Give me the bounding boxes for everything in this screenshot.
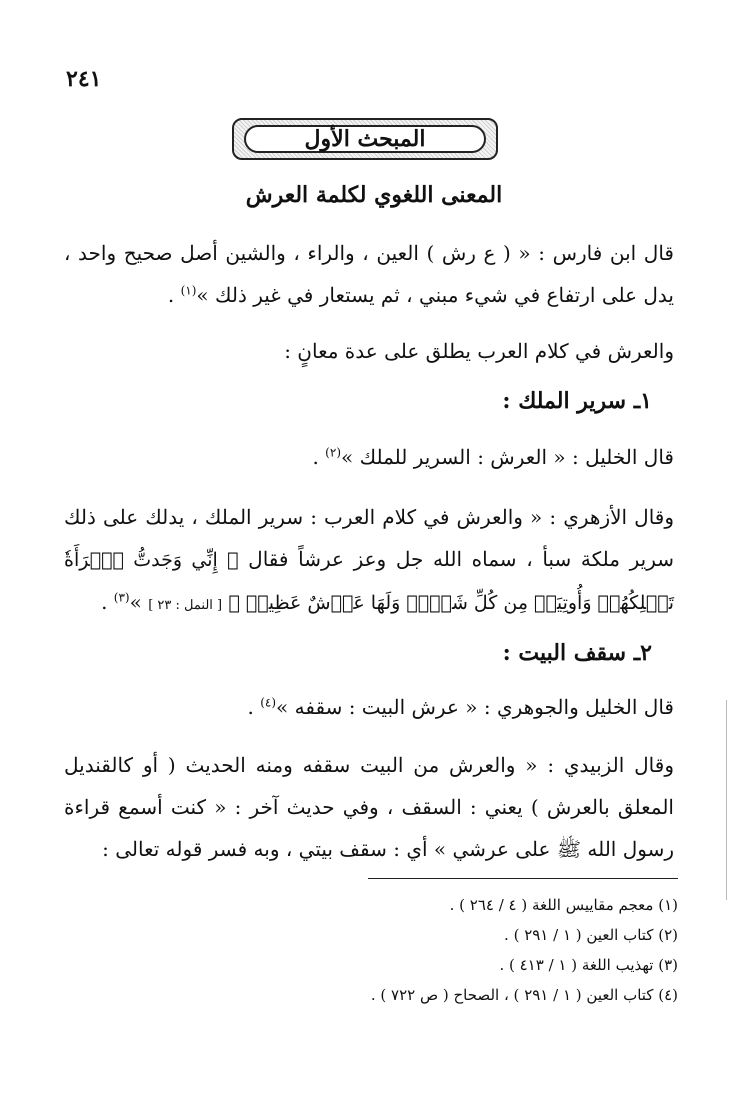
footnote-ref-1: (١)	[180, 283, 197, 298]
quran-verse: ﴿ إِنِّي وَجَدتُّ ٱمۡرَأَةٗ تَمۡلِكُهُمۡ وَأُوتِيَتۡ مِن كُلِّ شَيۡءٖ وَلَهَا عَرۡشٌ عَظِيمٞ ﴾	[64, 549, 674, 614]
footnote-4: (٤) كتاب العين ( ١ / ٢٩١ ) ، الصحاح ( ص ٧٢٢ ) .	[370, 986, 678, 1004]
footnotes-list	[64, 890, 678, 1010]
section-2-paragraph-1	[64, 686, 674, 728]
page-number: ٢٤١	[66, 66, 102, 92]
section-1-paragraph-2	[64, 496, 674, 627]
intro-paragraph	[64, 232, 674, 316]
khalil-jawhari-tail: .	[247, 695, 261, 719]
section-1-paragraph-1	[64, 436, 674, 478]
khalil-jawhari-quote: قال الخليل والجوهري : « عرش البيت : سقفه »	[276, 695, 674, 719]
surah-citation: [ النمل : ٢٣ ]	[148, 598, 223, 613]
lead-in-paragraph: والعرش في كلام العرب يطلق على عدة معانٍ :	[284, 339, 674, 363]
intro-tail: .	[167, 283, 181, 307]
azhari-tail: .	[101, 590, 114, 614]
footnote-3: (٣) تهذيب اللغة ( ١ / ٤١٣ ) .	[499, 956, 678, 974]
footnote-divider	[368, 878, 678, 879]
chapter-heading: المبحث الأول	[244, 125, 486, 153]
footnote-1: (١) معجم مقاييس اللغة ( ٤ / ٢٦٤ ) .	[449, 896, 678, 914]
chapter-heading-frame	[232, 118, 498, 160]
section-1-title: ١ـ سرير الملك :	[502, 388, 652, 414]
khalil-quote: قال الخليل : « العرش : السرير للملك »	[341, 445, 674, 469]
footnote-ref-4: (٤)	[260, 695, 277, 710]
footnote-2: (٢) كتاب العين ( ١ / ٢٩١ ) .	[504, 926, 678, 944]
footnote-ref-2: (٢)	[325, 445, 341, 460]
scan-artifact-line	[726, 700, 727, 900]
intro-text: قال ابن فارس : « ( ع رش ) العين ، والراء ، والشين أصل صحيح واحد ، يدل على ارتفاع في شيء مبني ، ثم يستعار في غير ذلك »	[64, 241, 674, 307]
section-2-title: ٢ـ سقف البيت :	[502, 640, 652, 666]
azhari-quote: وقال الأزهري : « والعرش في كلام العرب : سرير الملك ، يدلك على ذلك سرير ملكة سبأ ، سماه الله جل وعز عرشاً فقال	[64, 505, 674, 571]
khalil-tail: .	[312, 445, 326, 469]
section-subtitle: المعنى اللغوي لكلمة العرش	[245, 182, 503, 208]
footnote-ref-3: (٣)	[113, 590, 130, 605]
section-2-paragraph-2: وقال الزبيدي : « والعرش من البيت سقفه ومنه الحديث ( أو كالقنديل المعلق بالعرش ) يعني : السقف ، وفي حديث آخر : « كنت أسمع قراءة رسول الله ﷺ على عرشي » أي : سقف بيتي ، وبه فسر قوله تعالى :	[64, 753, 674, 861]
azhari-closing: »	[129, 590, 149, 614]
